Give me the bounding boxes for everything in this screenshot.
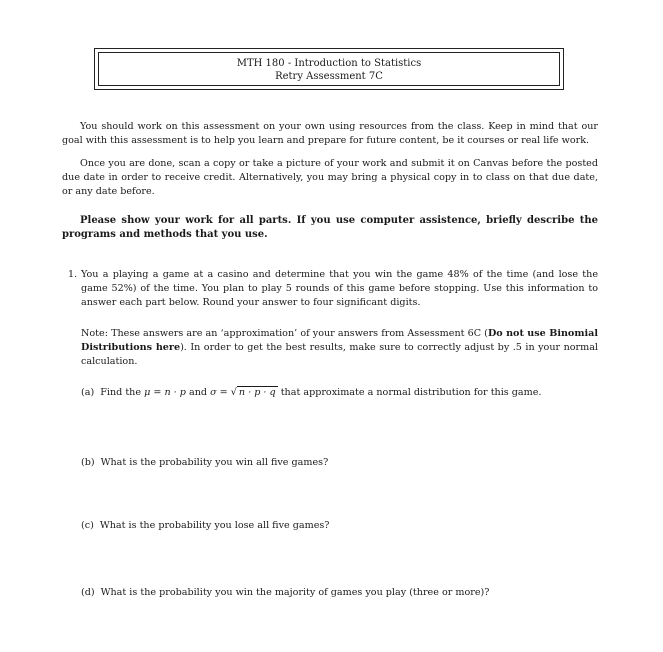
title-inner-frame [98, 52, 560, 86]
intro-paragraph-2: Once you are done, scan a copy or take a picture of your work and submit it on Canvas before the posted due date in order to receive credit. Alternatively, you may bring a physical copy in to class on that due date, or any date before. [62, 158, 598, 197]
sigma-sqrt-expression: n · p · q [238, 387, 276, 398]
part-a-text-before: Find the [100, 387, 145, 398]
part-c-text: What is the probability you lose all five games? [99, 520, 330, 531]
question-note [81, 327, 598, 369]
note-bold: Do not use Binomial Distributions here [81, 328, 598, 353]
question-1 [62, 268, 598, 310]
part-b-text: What is the probability you win all five games? [100, 457, 329, 468]
assessment-title: Retry Assessment 7C [275, 71, 383, 82]
instructions-bold: Please show your work for all parts. If you use computer assistence, briefly describe the programs and methods that you use. [62, 215, 598, 240]
mu-expression: μ = n · p [144, 387, 186, 398]
part-c [81, 519, 598, 533]
part-d-text: What is the probability you win the majority of games you play (three or more)? [100, 587, 490, 598]
title-box [94, 48, 564, 90]
sigma-lhs: σ = [210, 387, 231, 398]
question-number: 1. [68, 269, 78, 280]
part-a-label: (a) [81, 387, 95, 398]
part-a-text-after: that approximate a normal distribution for this game. [277, 387, 542, 398]
part-b [81, 456, 598, 470]
note-prefix: Note: These answers are an ‘approximation’ of your answers from Assessment 6C ( [81, 328, 488, 339]
course-title: MTH 180 - Introduction to Statistics [236, 58, 422, 69]
note-suffix: ). In order to get the best results, make sure to correctly adjust by .5 in your normal calculation. [81, 342, 598, 367]
part-b-label: (b) [81, 457, 95, 468]
sqrt-sign: √ [230, 387, 237, 398]
part-d [81, 586, 598, 600]
intro-paragraph-1: You should work on this assessment on your own using resources from the class. Keep in mind that our goal with this assessment is to help you learn and prepare for future content, be it courses or real life work. [62, 121, 598, 146]
question-text: You a playing a game at a casino and determine that you win the game 48% of the time (and lose the game 52%) of the time. You plan to play 5 rounds of this game before stopping. Use this information to answer each part below. Round your answer to four significant digits. [81, 269, 598, 308]
part-d-label: (d) [81, 587, 95, 598]
part-a [81, 386, 598, 400]
part-c-label: (c) [81, 520, 94, 531]
part-a-and: and [185, 387, 211, 398]
